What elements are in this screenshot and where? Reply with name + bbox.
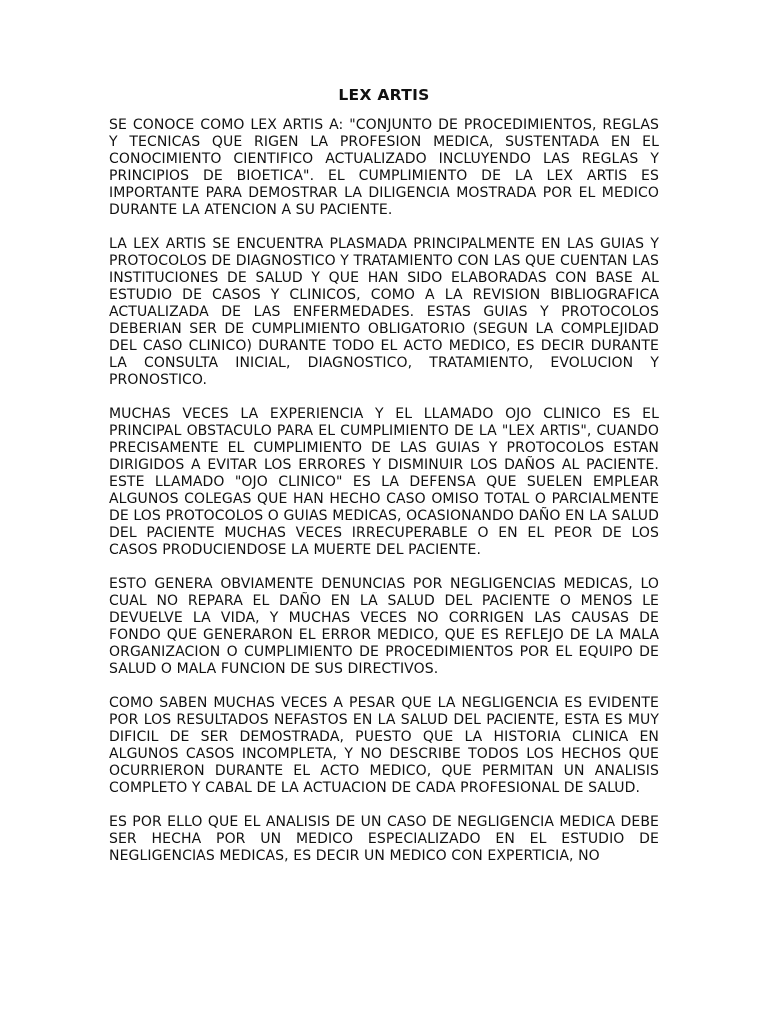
paragraph-proof-difficulty: COMO SABEN MUCHAS VECES A PESAR QUE LA NEGLIGENCIA ES EVIDENTE POR LOS RESULTADOS NEFASTOS EN LA SALUD DEL PACIENTE, ESTA ES MUY DIFICIL DE SER DEMOSTRADA, PUESTO QUE LA HISTORIA CLINICA EN ALGUNOS CASOS INCOMPLETA, Y NO DESCRIBE TODOS LOS HECHOS QUE OCURRIERON DURANTE EL ACTO MEDICO, QUE PERMITAN UN ANALISIS COMPLETO Y CABAL DE LA ACTUACION DE CADA PROFESIONAL DE SALUD. xyxy=(109,695,659,796)
paragraph-negligence-complaints: ESTO GENERA OBVIAMENTE DENUNCIAS POR NEGLIGENCIAS MEDICAS, LO CUAL NO REPARA EL DAÑO EN LA SALUD DEL PACIENTE O MENOS LE DEVUELVE LA VIDA, Y MUCHAS VECES NO CORRIGEN LAS CAUSAS DE FONDO QUE GENERARON EL ERROR MEDICO, QUE ES REFLEJO DE LA MALA ORGANIZACION O CUMPLIMIENTO DE PROCEDIMIENTOS POR EL EQUIPO DE SALUD O MALA FUNCION DE SUS DIRECTIVOS. xyxy=(109,576,659,677)
document-title: LEX ARTIS xyxy=(338,86,430,104)
paragraph-clinical-eye: MUCHAS VECES LA EXPERIENCIA Y EL LLAMADO OJO CLINICO ES EL PRINCIPAL OBSTACULO PARA EL CUMPLIMIENTO DE LA "LEX ARTIS", CUANDO PRECISAMENTE EL CUMPLIMIENTO DE LAS GUIAS Y PROTOCOLOS ESTAN DIRIGIDOS A EVITAR LOS ERRORES Y DISMINUIR LOS DAÑOS AL PACIENTE. ESTE LLAMADO "OJO CLINICO" ES LA DEFENSA QUE SUELEN EMPLEAR ALGUNOS COLEGAS QUE HAN HECHO CASO OMISO TOTAL O PARCIALMENTE DE LOS PROTOCOLOS O GUIAS MEDICAS, OCASIONANDO DAÑO EN LA SALUD DEL PACIENTE MUCHAS VECES IRRECUPERABLE O EN EL PEOR DE LOS CASOS PRODUCIENDOSE LA MUERTE DEL PACIENTE. xyxy=(109,406,659,558)
document-page xyxy=(109,85,659,882)
paragraph-guides-protocols: LA LEX ARTIS SE ENCUENTRA PLASMADA PRINCIPALMENTE EN LAS GUIAS Y PROTOCOLOS DE DIAGNOSTICO Y TRATAMIENTO CON LAS QUE CUENTAN LAS INSTITUCIONES DE SALUD Y QUE HAN SIDO ELABORADAS CON BASE AL ESTUDIO DE CASOS Y CLINICOS, COMO A LA REVISION BIBLIOGRAFICA ACTUALIZADA DE LAS ENFERMEDADES. ESTAS GUIAS Y PROTOCOLOS DEBERIAN SER DE CUMPLIMIENTO OBLIGATORIO (SEGUN LA COMPLEJIDAD DEL CASO CLINICO) DURANTE TODO EL ACTO MEDICO, ES DECIR DURANTE LA CONSULTA INICIAL, DIAGNOSTICO, TRATAMIENTO, EVOLUCION Y PRONOSTICO. xyxy=(109,236,659,388)
paragraph-definition: SE CONOCE COMO LEX ARTIS A: "CONJUNTO DE PROCEDIMIENTOS, REGLAS Y TECNICAS QUE RIGEN LA PROFESION MEDICA, SUSTENTADA EN EL CONOCIMIENTO CIENTIFICO ACTUALIZADO INCLUYENDO LAS REGLAS Y PRINCIPIOS DE BIOETICA". EL CUMPLIMIENTO DE LA LEX ARTIS ES IMPORTANTE PARA DEMOSTRAR LA DILIGENCIA MOSTRADA POR EL MEDICO DURANTE LA ATENCION A SU PACIENTE. xyxy=(109,117,659,218)
paragraph-expert-analysis: ES POR ELLO QUE EL ANALISIS DE UN CASO DE NEGLIGENCIA MEDICA DEBE SER HECHA POR UN MEDICO ESPECIALIZADO EN EL ESTUDIO DE NEGLIGENCIAS MEDICAS, ES DECIR UN MEDICO CON EXPERTICIA, NO xyxy=(109,814,659,864)
